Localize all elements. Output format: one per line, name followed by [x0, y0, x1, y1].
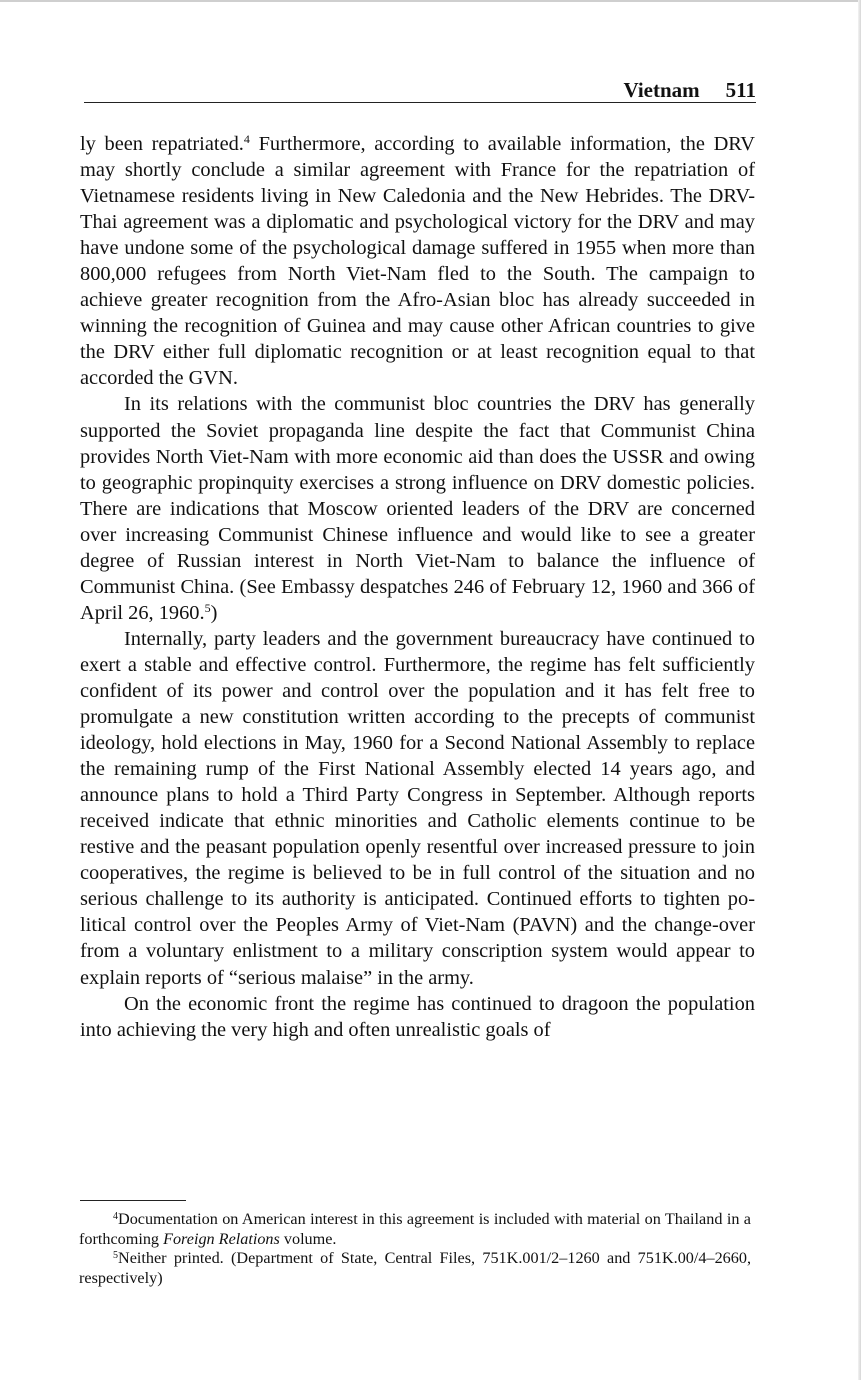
footnote-5	[79, 1249, 751, 1288]
paragraph-3: Internally, party leaders and the government bureaucracy have continued to exert a stable and effective control. Furthermore, the regime has felt sufficiently confident of its power and control over the population and it has felt free to promulgate a new constitution written according to the precepts of communist ideology, hold elections in May, 1960 for a Second National Assembly to replace the remaining rump of the First National Assembly elected 14 years ago, and announce plans to hold a Third Party Congress in September. Although reports received indicate that ethnic minorities and Catholic elements continue to be restive and the peasant population openly resentful over increased pressure to join cooperatives, the regime is believed to be in full control of the situation and no serious challenge to its authority is anticipated. Continued efforts to tighten political control over the Peoples Army of Viet-Nam (PAVN) and the change-over from a voluntary enlistment to a military conscription system would appear to explain reports of “serious malaise” in the army.	[80, 627, 755, 989]
paragraph-2	[80, 391, 755, 625]
footnote-4-marker: 4	[113, 1211, 118, 1222]
footnote-ref-4: 4	[243, 132, 250, 146]
footnote-4-text-b: volume.	[279, 1229, 337, 1248]
paragraph-2-text-b: )	[210, 601, 218, 624]
paragraph-1-text-a: ly been repatriated.	[80, 133, 244, 155]
paragraph-2-text-a: In its relations with the communist bloc countries the DRV has generally supported the Soviet propaganda line despite the fact that Communist China provides North Viet-Nam with more economic aid than does the USSR and owing to geographic propinquity exercises a strong influence on DRV domestic policies. There are indications that Moscow oriented leaders of the DRV are concerned over increasing Communist Chinese influence and would like to see a greater degree of Russian interest in North Viet-Nam to balance the influence of Communist China. (See Embassy despatches 246 of February 12, 1960 and 366 of April 26, 1960.	[80, 393, 755, 624]
footnote-5-marker: 5	[113, 1250, 118, 1262]
footnote-ref-5: 5	[204, 600, 211, 615]
footnote-5-text: Neither printed. (Department of State, Central Files, 751K.001/2–1260 and 751K.00/4–2660, respectively)	[79, 1249, 751, 1287]
footnote-4	[79, 1210, 751, 1249]
footnotes	[79, 1210, 751, 1288]
running-head	[84, 78, 756, 103]
body-text	[80, 131, 755, 1043]
running-head-title: Vietnam	[623, 78, 700, 102]
page-top-edge	[0, 0, 861, 2]
paragraph-1-text-b: Furthermore, according to available information, the DRV may shortly conclude a similar agreement with France for the repatriation of Vietnamese residents living in New Caledonia and the New Hebrides. The DRV-Thai agreement was a diplomatic and psychological victory for the DRV and may have undone some of the psychological damage suffered in 1955 when more than 800,000 refugees from North Viet-Nam fled to the South. The campaign to achieve greater recognition from the Afro-Asian bloc has already succeeded in winning the recognition of Guinea and may cause other African countries to give the DRV either full diplomatic recognition or at least recognition equal to that accorded the GVN.	[80, 133, 755, 390]
footnote-rule	[80, 1200, 186, 1201]
page-number: 511	[725, 78, 756, 102]
footnote-4-italic-title: Foreign Relations	[163, 1229, 280, 1248]
footnote-4-text-a: Documentation on American interest in this agreement is included with material on Thailand in a forthcoming	[79, 1210, 751, 1248]
paragraph-1	[80, 131, 755, 391]
paragraph-4: On the economic front the regime has continued to dragoon the population into achieving the very high and often unrealistic goals of	[80, 992, 755, 1041]
